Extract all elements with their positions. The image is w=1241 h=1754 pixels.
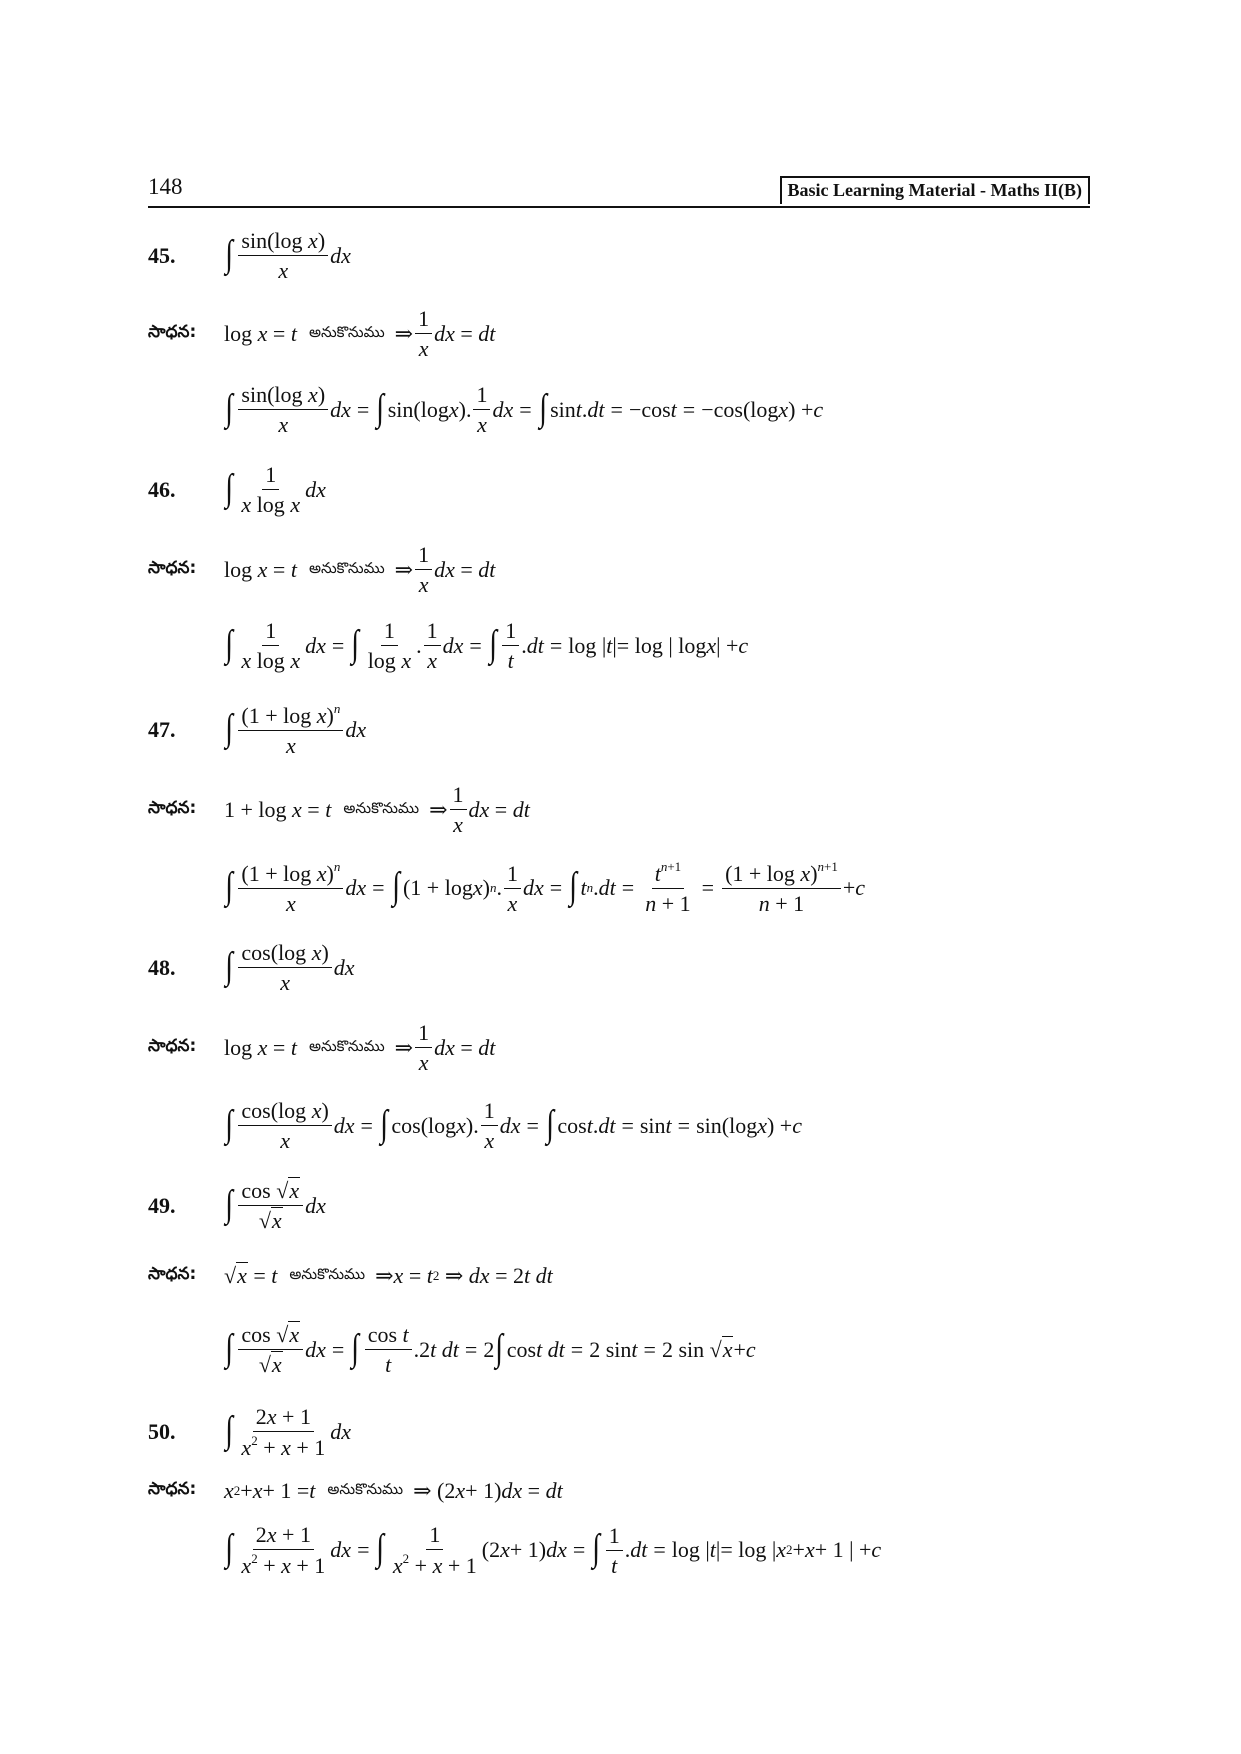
solution-46-step-1: సాధన: log x = t అనుకొనుము ⇒ $\frac{1}{x}$ dx = dt (148, 542, 496, 598)
problem-48: 48. ∫ $\frac{\text{cos(log x)}}{x}$ dx (148, 940, 355, 996)
solution-49-step-2: ∫ $\frac{\cos √x}{√x}$ dx = ∫ $\frac{\text{cos t}}{t}$ .2 t dt = 2 ∫ cos t dt = 2 sin t = 2 sin √ x + c (225, 1322, 756, 1378)
solution-48-step-1: సాధన: log x = t అనుకొనుము ⇒ $\frac{1}{x}$ dx = dt (148, 1020, 496, 1076)
problem-number: 47. (148, 717, 176, 743)
problem-47: 47. ∫ $\frac{(1 + \log x)^n}{x}$ dx (148, 701, 367, 759)
problem-46: 46. ∫ $\frac{1}{\text{x log x}}$ dx (148, 462, 326, 518)
problem-49: 49. ∫ $\frac{\cos √x}{√x}$ dx (148, 1178, 326, 1234)
assume-label: అనుకొనుము (327, 1480, 404, 1498)
solution-label: సాధన: (148, 1263, 197, 1284)
problem-expression: ∫ $\frac{\text{sin(log x)}}{x}$ dx (225, 228, 351, 284)
assume-label: అనుకొనుము (343, 798, 420, 817)
solution-50-step-2: ∫ $\frac{2x + 1}{x^2 + x + 1}$ dx = ∫ $\frac{1}{x^2 + x + 1}$ (2 x + 1) dx = ∫ $\frac{1}{t}$ . dt = log | t |= log | x 2 + x + 1 | + c (225, 1522, 882, 1579)
solution-label: సాధన: (148, 797, 197, 818)
problem-number: 46. (148, 476, 176, 502)
page-number: 148 (148, 174, 183, 199)
solution-47-step-2: ∫ $\frac{(1 + \log x)^n}{x}$ dx = ∫ (1 + log x ) n . $\frac{1}{x}$ dx = ∫ t n . dt = $\frac{t^{n+1}}{n + 1}$ = $\frac{(1 + \log x)^{n+1}}{n + 1}$ + c (225, 859, 866, 917)
assume-label: అనుకొనుము (289, 1264, 366, 1283)
assume-label: అనుకొనుము (308, 1036, 385, 1055)
solution-label: సాధన: (148, 1035, 197, 1056)
problem-45 (148, 228, 351, 284)
problem-number: 45. (148, 242, 176, 268)
problem-50: 50. ∫ $\frac{2x + 1}{x^2 + x + 1}$ dx (148, 1404, 352, 1461)
header-title: Basic Learning Material - Maths II(B) (780, 176, 1090, 204)
page-header (148, 172, 1090, 208)
solution-45-step-1: సాధన: log x = t అనుకొనుము ⇒ $\frac{1}{x}$ dx = dt (148, 306, 496, 362)
solution-label: సాధన: (148, 1479, 197, 1499)
solution-45-step-2: ∫ $\frac{\text{sin(log x)}}{x}$ dx = ∫ sin(log x ). $\frac{1}{x}$ dx = ∫ sin t . dt = −cos t = −cos(log x ) + c (225, 382, 824, 438)
solution-49-step-1: సాధన: √ x = t అనుకొనుము ⇒ x = t 2 ⇒ dx = 2 t dt (148, 1262, 553, 1288)
solution-48-step-2: ∫ $\frac{\text{cos(log x)}}{x}$ dx = ∫ cos(log x ). $\frac{1}{x}$ dx = ∫ cos t . dt = sin t = sin(log x ) + c (225, 1098, 802, 1154)
solution-46-step-2: ∫ $\frac{1}{\text{x log x}}$ dx = ∫ $\frac{1}{\text{log x}}$ . $\frac{1}{x}$ dx = ∫ $\frac{1}{t}$ . dt = log | t |= log | log x | + c (225, 618, 749, 674)
solution-label: సాధన: (148, 321, 197, 342)
problem-number: 48. (148, 954, 176, 980)
solution-47-step-1: సాధన: 1 + log x = t అనుకొనుము ⇒ $\frac{1}{x}$ dx = dt (148, 782, 530, 838)
problem-number: 49. (148, 1192, 176, 1218)
assume-label: అనుకొనుము (308, 558, 385, 577)
solution-50-step-1: సాధన: x 2 + x + 1 = t అనుకొనుము ⇒ (2 x + 1) dx = dt (148, 1478, 563, 1503)
assume-label: అనుకొనుము (308, 322, 385, 341)
solution-label: సాధన: (148, 557, 197, 578)
problem-number: 50. (148, 1419, 176, 1445)
